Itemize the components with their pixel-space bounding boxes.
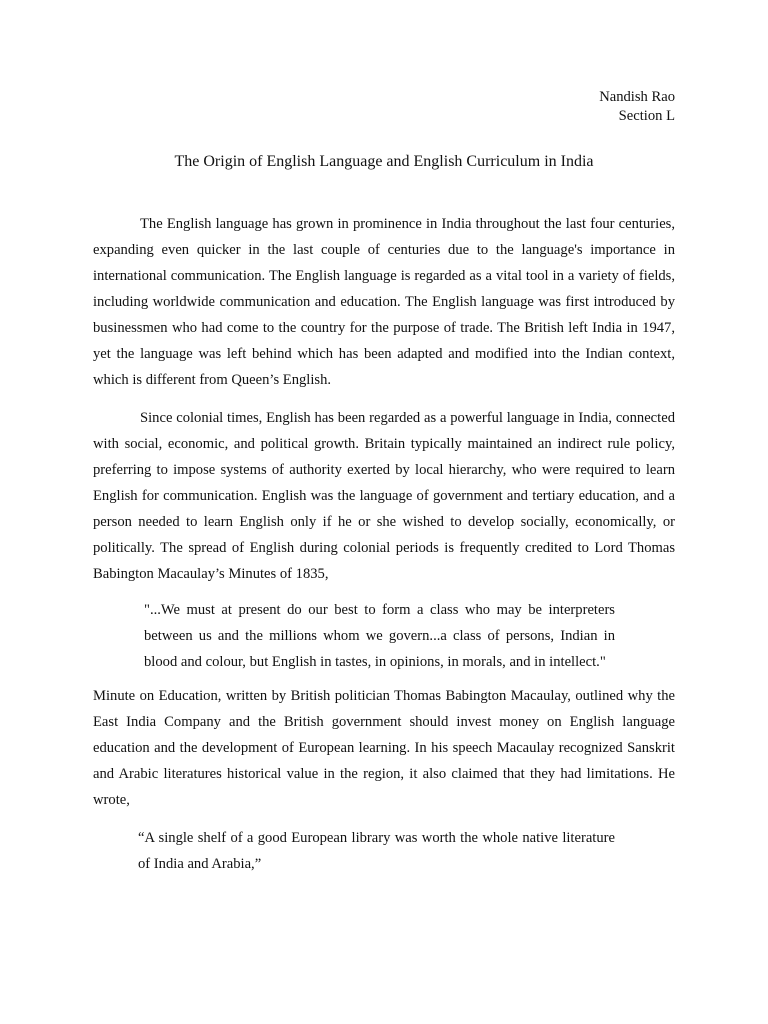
- paragraph-3: Minute on Education, written by British politician Thomas Babington Macaulay, outlined why the East India Company and the British government should invest money on English language education and the development of European learning. In his speech Macaulay recognized Sanskrit and Arabic literatures historical value in the region, it also claimed that they had limitations. He wrote,: [93, 688, 675, 808]
- block-quote-1: [138, 597, 615, 675]
- paragraph-1: The English language has grown in prominence in India throughout the last four centuries, expanding even quicker in the last couple of centuries due to the language's importance in international communication. The English language is regarded as a vital tool in a variety of fields, including worldwide communication and education. The English language was first introduced by businessmen who had come to the country for the purpose of trade. The British left India in 1947, yet the language was left behind which has been adapted and modified into the Indian context, which is different from Queen’s English.: [93, 216, 675, 388]
- paragraph-2: Since colonial times, English has been regarded as a powerful language in India, connected with social, economic, and political growth. Britain typically maintained an indirect rule policy, preferring to impose systems of authority exerted by local hierarchy, who were required to learn English for communication. English was the language of government and tertiary education, and a person needed to learn English only if he or she wished to develop socially, economically, or politically. The spread of English during colonial periods is frequently credited to Lord Thomas Babington Macaulay’s Minutes of 1835,: [93, 410, 675, 582]
- document-title: The Origin of English Language and English Curriculum in India: [174, 153, 594, 170]
- block-quote-1-text: "...We must at present do our best to form a class who may be interpreters between us and the millions whom we govern...a class of persons, Indian in blood and colour, but English in tastes, in opinions, in morals, and in intellect.": [144, 602, 615, 670]
- block-quote-2: “A single shelf of a good European library was worth the whole native literature of India and Arabia,”: [138, 830, 615, 872]
- section-label: Section L: [618, 108, 675, 124]
- author-header: [599, 88, 675, 126]
- document-body: [93, 211, 675, 877]
- author-name: Nandish Rao: [599, 89, 675, 105]
